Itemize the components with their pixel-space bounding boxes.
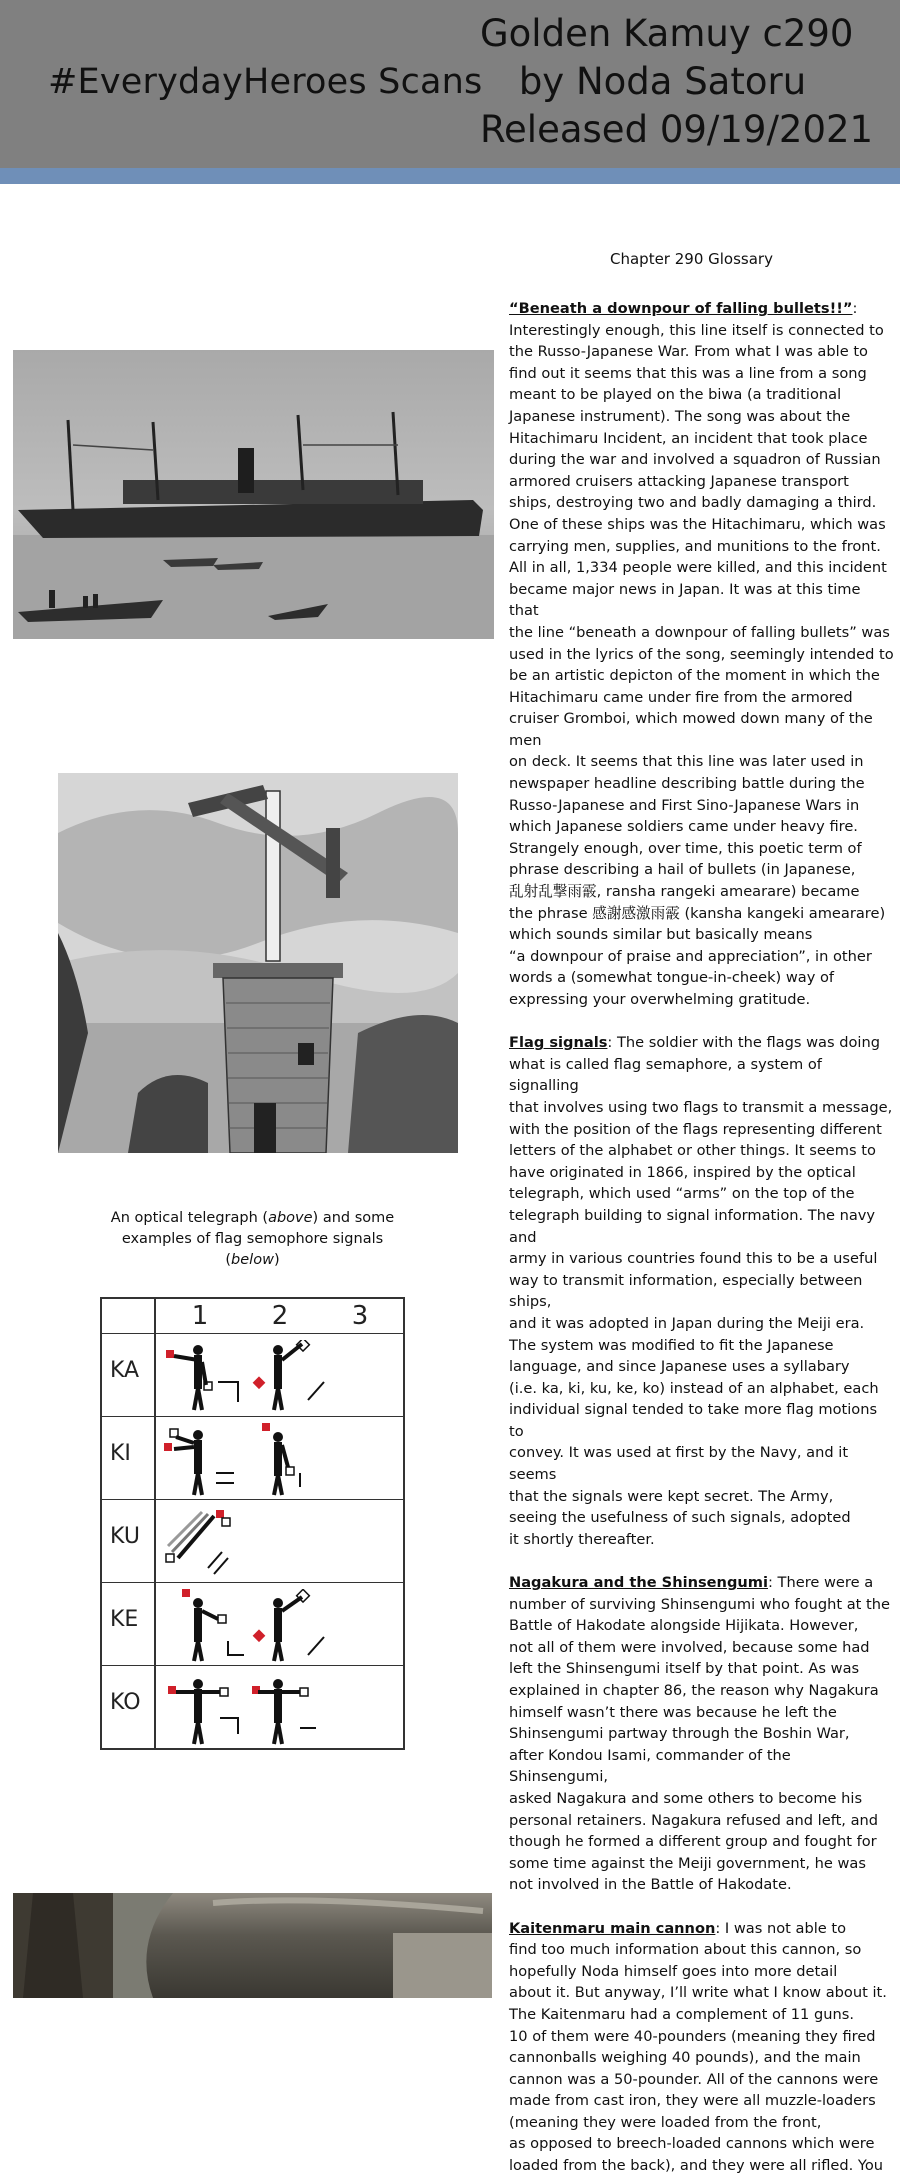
- entry-first-line: : The soldier with the flags was doing: [607, 1034, 880, 1052]
- entry2-line: and it was adopted in Japan during the Meiji era.: [509, 1314, 865, 1332]
- entry3-line: though he formed a different group and fought for: [509, 1833, 877, 1851]
- entry2-line: have originated in 1866, inspired by the optical: [509, 1163, 856, 1181]
- entry2-line: individual signal tended to take more flag motions to: [509, 1401, 878, 1440]
- entry2-line: that the signals were kept secret. The Army,: [509, 1487, 834, 1505]
- semaphore-table: [100, 1297, 405, 1750]
- entry1-line: became major news in Japan. It was at this time that: [509, 580, 861, 620]
- entry3-line: not all of them were involved, because some had: [509, 1638, 870, 1656]
- entry1-line: Russo-Japanese and First Sino-Japanese Wars in: [509, 796, 860, 814]
- release-date: Released 09/19/2021: [480, 108, 874, 151]
- entry1-line: Hitachimaru Incident, an incident that took place: [509, 429, 868, 447]
- entry1-line: the line “beneath a downpour of falling bullets” was: [509, 623, 890, 641]
- ka-signal-figures: [158, 1340, 398, 1414]
- column-header-2: 2: [271, 1301, 289, 1331]
- entry1-line: armored cruisers attacking Japanese transport: [509, 472, 849, 490]
- entry2-line: telegraph, which used “arms” on the top of the: [509, 1185, 855, 1203]
- entry2-line: it shortly thereafter.: [509, 1530, 655, 1548]
- row-label: KI: [110, 1441, 131, 1466]
- entry-heading: Flag signals: [509, 1034, 608, 1052]
- entry4-line: (meaning they were loaded from the front,: [509, 2113, 822, 2131]
- chapter-title: Golden Kamuy c290: [480, 12, 854, 55]
- entry4-line: as opposed to breech-loaded cannons which were: [509, 2135, 875, 2153]
- entry1-line: One of these ships was the Hitachimaru, which was: [509, 515, 886, 533]
- scanlation-group-name: #EverydayHeroes Scans: [48, 62, 483, 102]
- entry-heading-bullets: “Beneath a downpour of falling bullets!!”:: [509, 300, 858, 317]
- entry-body-bullets: [509, 320, 894, 1011]
- entry1-line: 乱射乱撃雨霰, ransha rangeki amearare) became: [509, 883, 860, 901]
- entry2-line: seeing the usefulness of such signals, adopted: [509, 1509, 851, 1527]
- entry2-line: what is called flag semaphore, a system of signalling: [509, 1055, 822, 1095]
- semaphore-row-ke: [102, 1582, 403, 1665]
- entry1-line: Japanese instrument). The song was about the: [509, 407, 851, 425]
- entry4-line: loaded from the back), and they were all rifled. You: [509, 2157, 884, 2175]
- entry1-line: which Japanese soldiers came under heavy fire.: [509, 818, 858, 836]
- entry-heading: Kaitenmaru main cannon: [509, 1919, 716, 1937]
- ku-signal-figures: [158, 1506, 398, 1580]
- entry3-line: Battle of Hakodate alongside Hijikata. However,: [509, 1617, 859, 1635]
- entry-heading: Nagakura and the Shinsengumi: [509, 1574, 768, 1592]
- entry1-line: phrase describing a hail of bullets (in Japanese,: [509, 861, 856, 879]
- entry-first-line: : There were a: [768, 1574, 874, 1592]
- entry1-line: be an artistic depicton of the moment in which the: [509, 667, 880, 685]
- entry1-line: newspaper headline describing battle during the: [509, 775, 865, 793]
- entry1-line: meant to be played on the biwa (a traditional: [509, 386, 842, 404]
- entry1-line: words a (somewhat tongue-in-cheek) way of: [509, 969, 835, 987]
- entry4-line: cannonballs weighing 40 pounds), and the main: [509, 2049, 861, 2067]
- entry3-line: not involved in the Battle of Hakodate.: [509, 1876, 792, 1894]
- entry1-line: the Russo-Japanese War. From what I was able to: [509, 343, 868, 361]
- entry3-line: asked Nagakura and some others to become his: [509, 1789, 863, 1807]
- entry1-line: the phrase 感謝感激雨霰 (kansha kangeki amearare): [509, 904, 886, 922]
- ship-photo: [13, 350, 494, 639]
- semaphore-row-ki: [102, 1416, 403, 1499]
- row-label: KO: [110, 1690, 141, 1715]
- ke-signal-figures: [158, 1589, 398, 1663]
- entry3-line: personal retainers. Nagakura refused and left, and: [509, 1811, 879, 1829]
- entry2-line: convey. It was used at first by the Navy, and it seems: [509, 1444, 849, 1484]
- entry1-line: Strangely enough, over time, this poetic term of: [509, 839, 862, 857]
- entry2-line: with the position of the flags representing different: [509, 1120, 882, 1138]
- ko-signal-figures: [158, 1672, 398, 1748]
- optical-telegraph-illustration: [58, 773, 458, 1153]
- entry1-line: find out it seems that this was a line from a song: [509, 364, 867, 382]
- entry1-line: carrying men, supplies, and munitions to the front.: [509, 537, 881, 555]
- release-info: [480, 10, 874, 154]
- row-label: KE: [110, 1607, 139, 1632]
- semaphore-row-ka: [102, 1333, 403, 1416]
- entry1-line: All in all, 1,334 people were killed, and this incident: [509, 559, 887, 577]
- glossary-title: Chapter 290 Glossary: [610, 250, 773, 268]
- entry1-line: on deck. It seems that this line was later used in: [509, 753, 864, 771]
- author-line: by Noda Satoru: [518, 60, 807, 103]
- entry3-line: himself wasn’t there was because he left the: [509, 1703, 837, 1721]
- entry4-line: made from cast iron, they were all muzzle-loaders: [509, 2092, 876, 2110]
- header-stripe: [0, 168, 900, 184]
- entry3-line: after Kondou Isami, commander of the Shinsengumi,: [509, 1746, 791, 1786]
- entry2-line: The system was modified to fit the Japanese: [509, 1336, 834, 1354]
- entry1-line: cruiser Gromboi, which mowed down many of the men: [509, 710, 873, 749]
- entry2-line: army in various countries found this to be a useful: [509, 1250, 878, 1268]
- entry-flag-signals: [509, 1032, 894, 1054]
- entry3-line: Shinsengumi partway through the Boshin War,: [509, 1725, 850, 1743]
- image-caption: An optical telegraph (above) and some examples of flag semophore signals (below): [110, 1210, 395, 1268]
- semaphore-row-ku: [102, 1499, 403, 1582]
- entry1-line: ships, destroying two and badly damaging a third.: [509, 494, 877, 512]
- entry1-line: Hitachimaru came under fire from the armored: [509, 688, 853, 706]
- column-header-3: 3: [351, 1301, 369, 1331]
- entry4-line: The Kaitenmaru had a complement of 11 guns.: [509, 2005, 854, 2023]
- column-header-1: 1: [191, 1301, 209, 1331]
- cannon-photo: [13, 1893, 492, 1998]
- entry3-line: some time against the Meiji government, he was: [509, 1854, 866, 1872]
- entry2-line: way to transmit information, especially between ships,: [509, 1271, 863, 1311]
- entry1-line: “a downpour of praise and appreciation”, in other: [509, 947, 872, 965]
- entry2-line: telegraph building to signal information. The navy and: [509, 1206, 876, 1246]
- entry1-line: during the war and involved a squadron of Russian: [509, 451, 881, 469]
- glossary-text: [509, 298, 894, 2177]
- entry2-line: (i.e. ka, ki, ku, ke, ko) instead of an alphabet, each: [509, 1379, 879, 1397]
- row-label: KA: [110, 1358, 140, 1383]
- entry4-line: about it. But anyway, I’ll write what I know about it.: [509, 1984, 887, 2002]
- entry4-line: find too much information about this cannon, so: [509, 1941, 862, 1959]
- row-label: KU: [110, 1524, 140, 1549]
- entry-first-line: : I was not able to: [715, 1919, 847, 1937]
- entry2-line: that involves using two flags to transmit a message,: [509, 1098, 893, 1116]
- entry-kaitenmaru-cannon: [509, 1918, 894, 1940]
- ki-signal-figures: [158, 1423, 398, 1497]
- entry2-line: letters of the alphabet or other things. It seems to: [509, 1142, 876, 1160]
- entry4-line: cannon was a 50-pounder. All of the cannons were: [509, 2070, 879, 2088]
- entry4-line: 10 of them were 40-pounders (meaning they fired: [509, 2027, 876, 2045]
- entry2-line: language, and since Japanese uses a syllabary: [509, 1358, 850, 1376]
- entry3-line: number of surviving Shinsengumi who fought at the: [509, 1595, 890, 1613]
- semaphore-row-ko: [102, 1665, 403, 1750]
- entry-shinsengumi: [509, 1572, 894, 1594]
- entry1-line: expressing your overwhelming gratitude.: [509, 991, 811, 1008]
- entry4-line: hopefully Noda himself goes into more detail: [509, 1962, 838, 1980]
- entry1-line: Interestingly enough, this line itself is connected to: [509, 321, 884, 339]
- entry1-line: used in the lyrics of the song, seemingly intended to: [509, 645, 894, 663]
- entry1-line: which sounds similar but basically means: [509, 926, 813, 944]
- header-banner: [0, 0, 900, 168]
- entry3-line: left the Shinsengumi itself by that point. As was: [509, 1660, 860, 1678]
- entry3-line: explained in chapter 86, the reason why Nagakura: [509, 1682, 879, 1699]
